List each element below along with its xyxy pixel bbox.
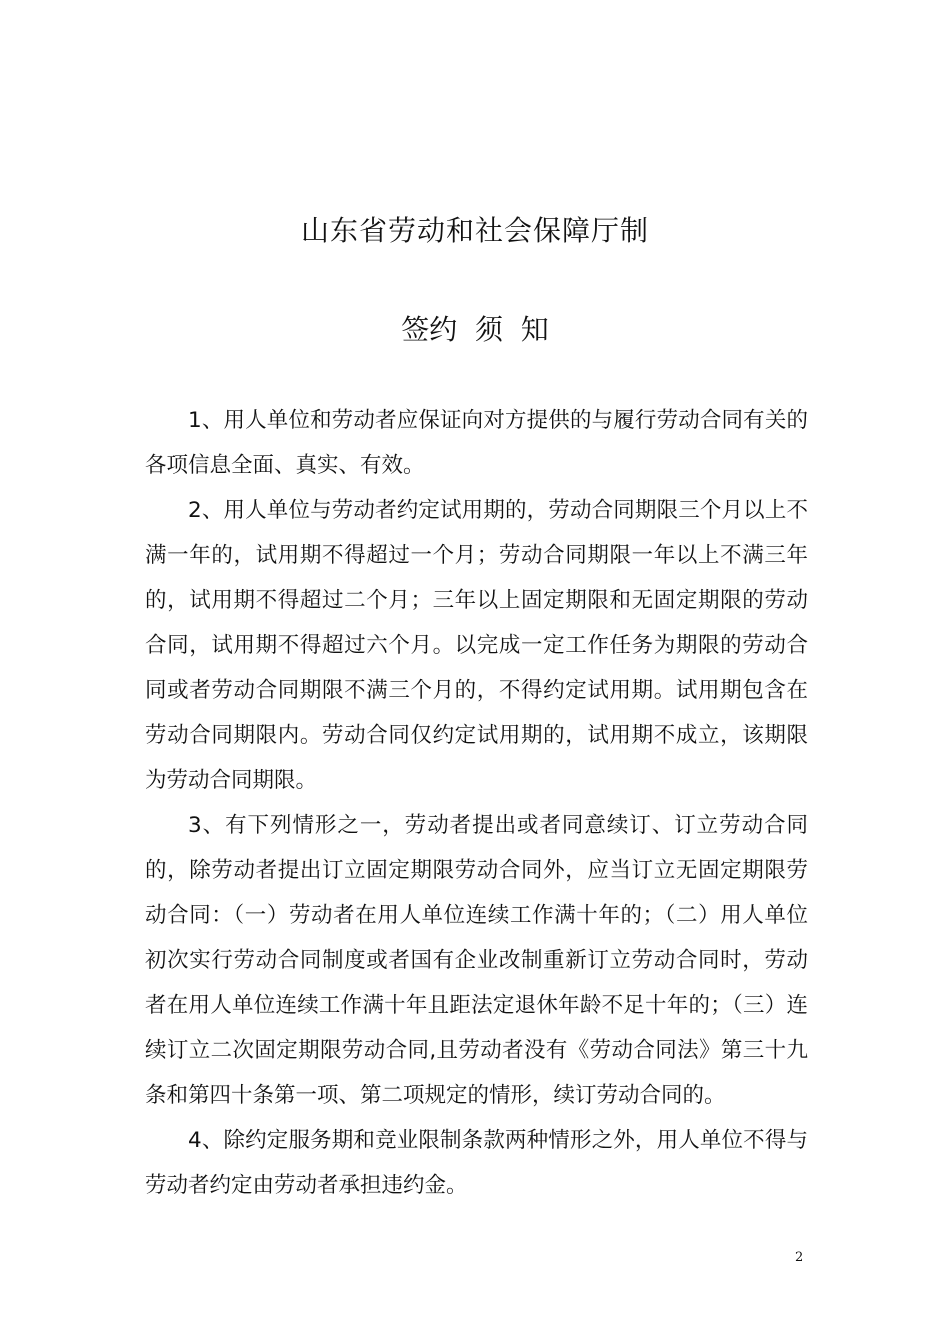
document-body: [145, 398, 808, 1208]
document-title: 签约 须 知: [401, 313, 549, 346]
issuer-title: 山东省劳动和社会保障厅制: [300, 214, 649, 247]
clause-2: 2、用人单位与劳动者约定试用期的，劳动合同期限三个月以上不满一年的，试用期不得超过一个月；劳动合同期限一年以上不满三年的，试用期不得超过二个月；三年以上固定期限和无固定期限的劳动合同，试用期不得超过六个月。以完成一定工作任务为期限的劳动合同或者劳动合同期限不满三个月的，不得约定试用期。试用期包含在劳动合同期限内。劳动合同仅约定试用期的，试用期不成立，该期限为劳动合同期限。: [145, 498, 808, 793]
page-number: 2: [795, 1250, 804, 1265]
clause-4: 4、除约定服务期和竞业限制条款两种情形之外，用人单位不得与劳动者约定由劳动者承担违约金。: [145, 1128, 808, 1198]
clause-1: 1、用人单位和劳动者应保证向对方提供的与履行劳动合同有关的各项信息全面、真实、有效。: [145, 408, 808, 478]
clause-3: 3、有下列情形之一，劳动者提出或者同意续订、订立劳动合同的，除劳动者提出订立固定期限劳动合同外，应当订立无固定期限劳动合同：（一）劳动者在用人单位连续工作满十年的；（二）用人单位初次实行劳动合同制度或者国有企业改制重新订立劳动合同时，劳动者在用人单位连续工作满十年且距法定退休年龄不足十年的；（三）连续订立二次固定期限劳动合同,且劳动者没有《劳动合同法》第三十九条和第四十条第一项、第二项规定的情形，续订劳动合同的。: [145, 813, 808, 1108]
